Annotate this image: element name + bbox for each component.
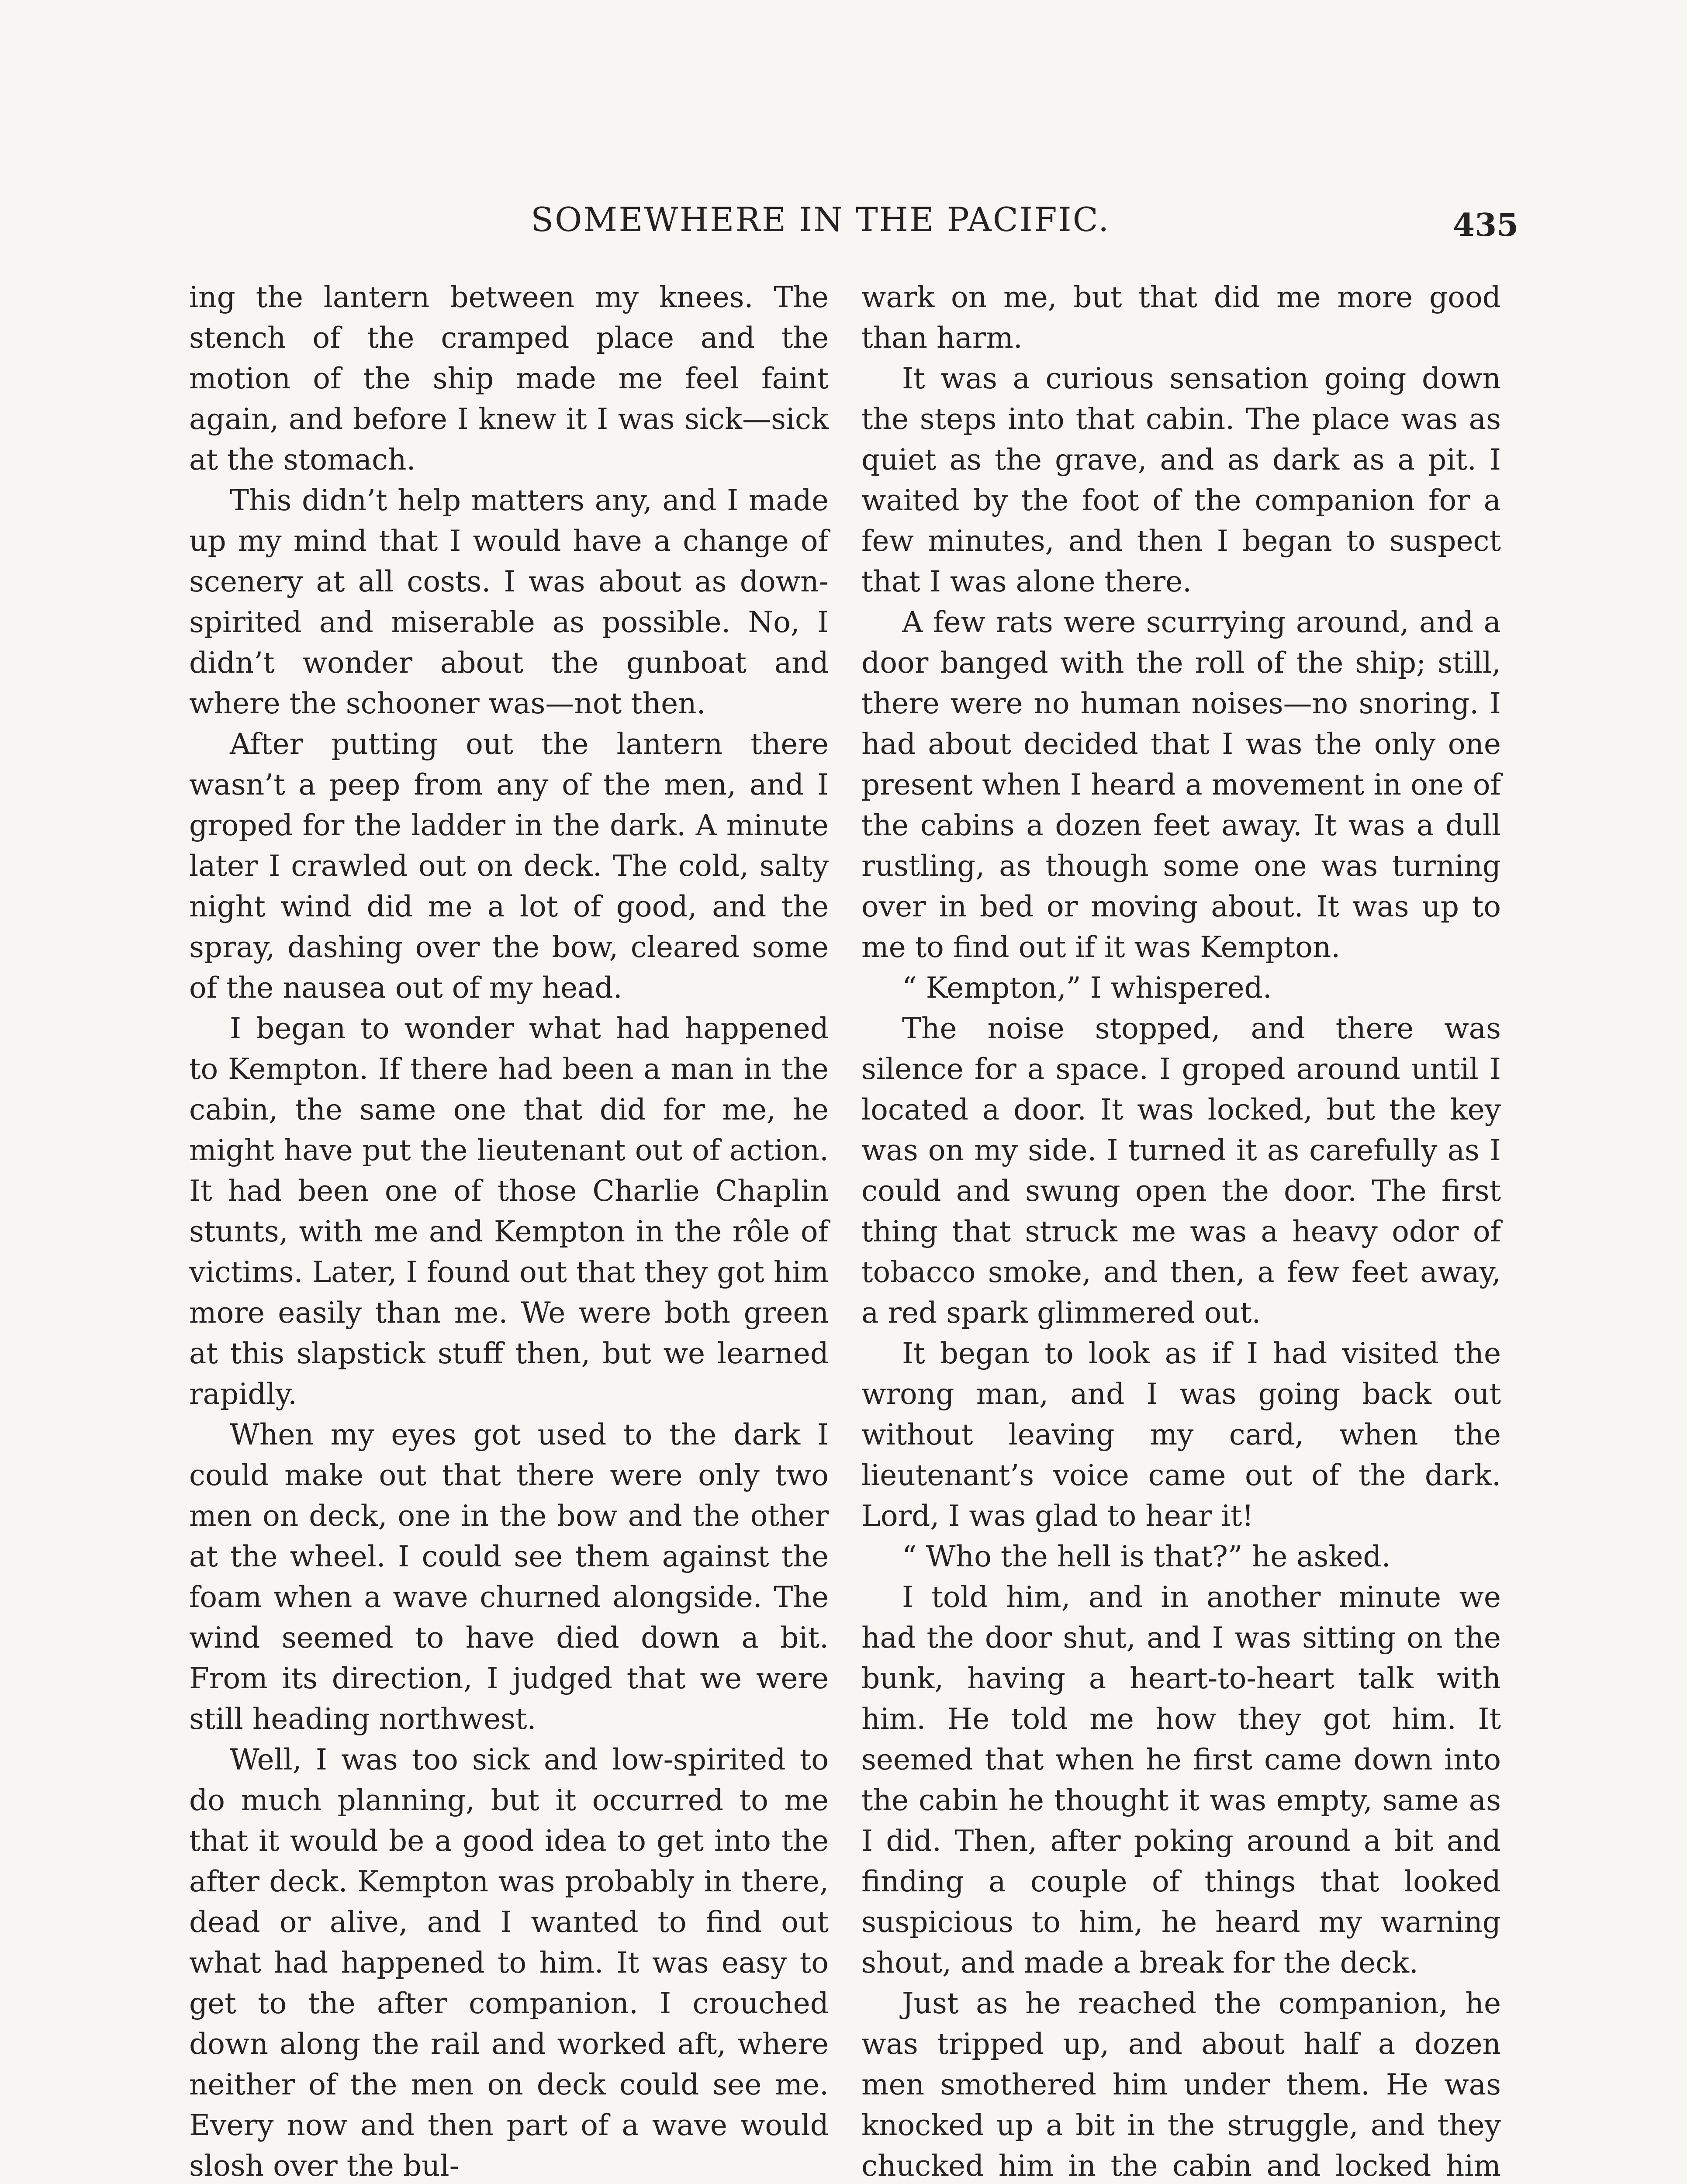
page-number: 435 [1453,206,1519,243]
paragraph: ing the lantern between my knees. The stench of the cramped place and the motion of the ship made me feel faint again, and before I knew it I was sick—sick at the stomach. [189,280,829,477]
paragraph: Well, I was too sick and low-spirited to do much planning, but it occurred to me that it would be a good idea to get into the after deck. Kempton was probably in there, dead or alive, and I wanted to find out what had happened to him. It was easy to get to the after companion. I crouched down along the rail and worked aft, where neither of the men on deck could see me. Every now and then part of a wave would slosh over the bul- [189,1743,829,2183]
right-column [861,277,1501,2184]
paragraph: It began to look as if I had visited the wrong man, and I was going back out without leaving my card, when the lieutenant’s voice came out of the dark. Lord, I was glad to hear it! [861,1337,1501,1533]
paragraph: It was a curious sensation going down the steps into that cabin. The place was as quiet as the grave, and as dark as a pit. I waited by the foot of the companion for a few minutes, and then I began to suspect that I was alone there. [861,362,1501,598]
paragraph: After putting out the lantern there wasn’t a peep from any of the men, and I groped for the ladder in the dark. A minute later I crawled out on deck. The cold, salty night wind did me a lot of good, and the spray, dashing over the bow, cleared some of the nausea out of my head. [189,727,829,1005]
paragraph: I began to wonder what had happened to Kempton. If there had been a man in the cabin, the same one that did for me, he might have put the lieutenant out of action. It had been one of those Charlie Chaplin stunts, with me and Kempton in the rôle of victims. Later, I found out that they got him more easily than me. We were both green at this slapstick stuff then, but we learned rapidly. [189,1012,829,1411]
paragraph: Just as he reached the companion, he was tripped up, and about half a dozen men smothered him under them. He was knocked up a bit in the struggle, and they chucked him in the cabin and locked him [861,1987,1501,2183]
left-column [189,277,829,2184]
paragraph: When my eyes got used to the dark I could make out that there were only two men on deck, one in the bow and the other at the wheel. I could see them against the foam when a wave churned alongside. The wind seemed to have died down a bit. From its direction, I judged that we were still heading northwest. [189,1418,829,1736]
paragraph: wark on me, but that did me more good than harm. [861,280,1501,355]
paragraph: The noise stopped, and there was silence for a space. I groped around until I located a door. It was locked, but the key was on my side. I turned it as carefully as I could and swung open the door. The first thing that struck me was a heavy odor of tobacco smoke, and then, a few feet away, a red spark glimmered out. [861,1012,1501,1330]
paragraph: I told him, and in another minute we had the door shut, and I was sitting on the bunk, having a heart-to-heart talk with him. He told me how they got him. It seemed that when he first came down into the cabin he thought it was empty, same as I did. Then, after poking around a bit and finding a couple of things that looked suspicious to him, he heard my warning shout, and made a break for the deck. [861,1580,1501,1980]
paragraph: A few rats were scurrying around, and a door banged with the roll of the ship; still, there were no human noises—no snoring. I had about decided that I was the only one present when I heard a movement in one of the cabins a dozen feet away. It was a dull rustling, as though some one was turning over in bed or moving about. It was up to me to find out if it was Kempton. [861,605,1501,964]
running-title: SOMEWHERE IN THE PACIFIC. [531,200,1110,239]
paragraph: “ Who the hell is that?” he asked. [902,1540,1391,1573]
paragraph: This didn’t help matters any, and I made up my mind that I would have a change of scenery at all costs. I was about as down-spirited and miserable as possible. No, I didn’t wonder about the gunboat and where the schooner was—not then. [189,484,829,720]
paragraph: “ Kempton,” I whispered. [902,971,1272,1005]
